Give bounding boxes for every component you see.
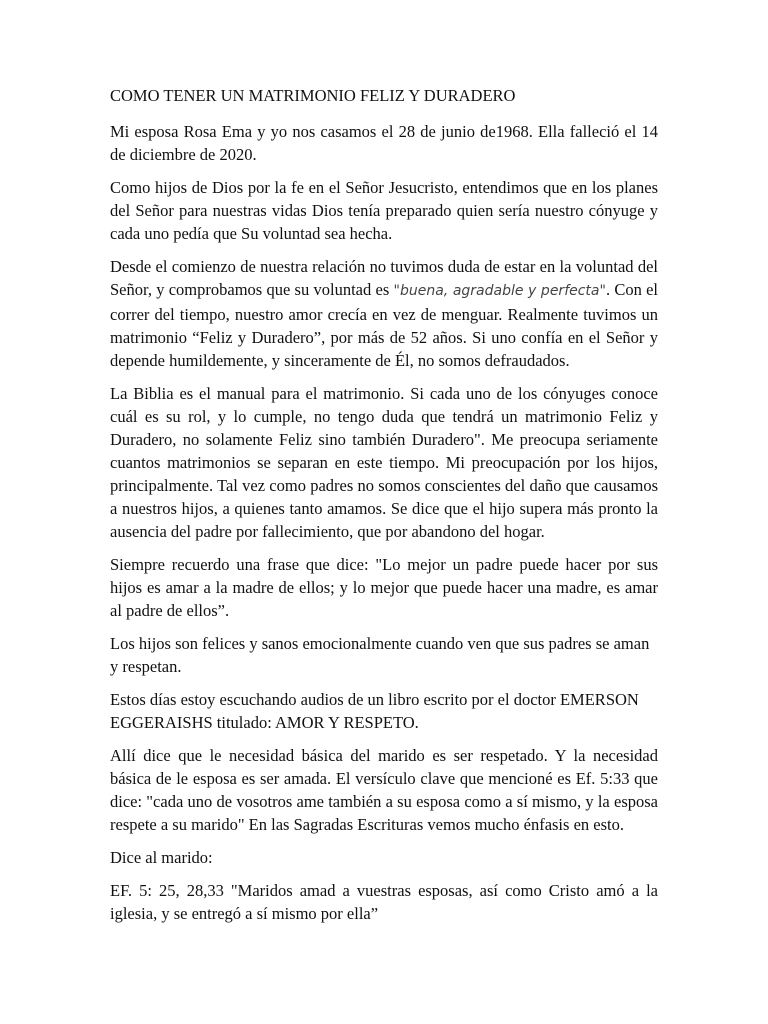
italic-quote: "buena, agradable y perfecta"	[393, 283, 606, 299]
paragraph-happy-children: Los hijos son felices y sanos emocionalmente cuando ven que sus padres se aman y respetan.	[110, 634, 650, 676]
paragraph-gods-will-text-b: . Con el correr del tiempo, nuestro amor crecía en vez de menguar. Realmente tuvimos un matrimonio “Feliz y Duradero”, por más de 52 años. Si uno confía en el Señor y depende humildemente, y sinceramente de Él, no somos defraudados.	[110, 280, 658, 370]
paragraph-gods-will-text-a: Desde el comienzo de nuestra relación no tuvimos duda de estar en la voluntad del Señor, y comprobamos que su voluntad es	[110, 257, 658, 299]
paragraph-quote-parents: Siempre recuerdo una frase que dice: "Lo mejor un padre puede hacer por sus hijos es amar a la madre de ellos; y lo mejor que puede hacer una madre, es amar al padre de ellos”.	[110, 555, 658, 620]
paragraph-gods-will	[110, 255, 658, 372]
paragraph-children-of-god: Como hijos de Dios por la fe en el Señor Jesucristo, entendimos que en los planes del Señor para nuestras vidas Dios tenía preparado quien sería nuestro cónyuge y cada uno pedía que Su voluntad sea hecha.	[110, 178, 658, 243]
paragraph-ephesians-verse: EF. 5: 25, 28,33 "Maridos amad a vuestras esposas, así como Cristo amó a la iglesia, y se entregó a sí mismo por ella”	[110, 881, 658, 923]
paragraph-marriage-dates: Mi esposa Rosa Ema y yo nos casamos el 28 de junio de1968. Ella falleció el 14 de diciembre de 2020.	[110, 122, 658, 164]
paragraph-bible-manual: La Biblia es el manual para el matrimonio. Si cada uno de los cónyuges conoce cuál es su rol, y lo cumple, no tengo duda que tendrá un matrimonio Feliz y Duradero, no solamente Feliz sino también Duradero". Me preocupa seriamente cuantos matrimonios se separan en este tiempo. Mi preocupación por los hijos, principalmente. Tal vez como padres no somos conscientes del daño que causamos a nuestros hijos, a quienes tanto amamos. Se dice que el hijo supera más pronto la ausencia del padre por fallecimiento, que por abandono del hogar.	[110, 384, 658, 541]
paragraph-to-husband: Dice al marido:	[110, 848, 213, 867]
document-title: COMO TENER UN MATRIMONIO FELIZ Y DURADERO	[110, 86, 516, 105]
paragraph-basic-needs: Allí dice que le necesidad básica del marido es ser respetado. Y la necesidad básica de le esposa es ser amada. El versículo clave que mencioné es Ef. 5:33 que dice: "cada uno de vosotros ame también a su esposa como a sí mismo, y la esposa respete a su marido" En las Sagradas Escrituras vemos mucho énfasis en esto.	[110, 746, 658, 834]
paragraph-book-reference: Estos días estoy escuchando audios de un libro escrito por el doctor EMERSON EGGERAISHS titulado: AMOR Y RESPETO.	[110, 690, 639, 732]
